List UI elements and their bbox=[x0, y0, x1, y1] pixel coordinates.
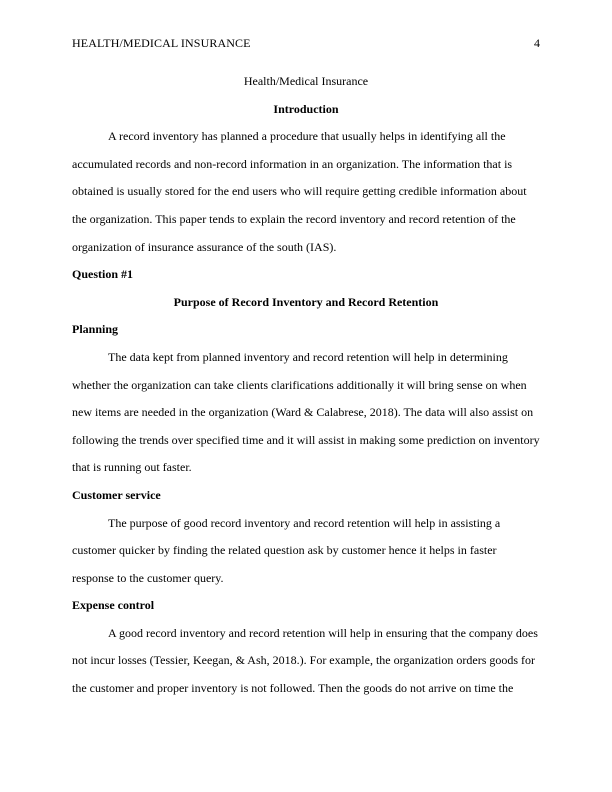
paragraph-line: organization of insurance assurance of the south (IAS). bbox=[72, 239, 337, 254]
paragraph-line: A record inventory has planned a procedure that usually helps in identifying all the bbox=[108, 129, 506, 144]
question-label: Question #1 bbox=[72, 267, 134, 282]
paragraph-line: following the trends over specified time and it will assist in making some prediction on inventory bbox=[72, 432, 540, 447]
expense-control-paragraph bbox=[72, 620, 540, 703]
customer-service-heading: Customer service bbox=[72, 487, 161, 502]
paragraph-line: not incur losses (Tessier, Keegan, & Ash, 2018.). For example, the organization orders goods for bbox=[72, 653, 536, 668]
introduction-paragraph bbox=[72, 123, 540, 261]
paragraph-line: the organization. This paper tends to explain the record inventory and record retention of the bbox=[72, 211, 516, 226]
paragraph-line: A good record inventory and record retention will help in ensuring that the company does bbox=[108, 625, 538, 640]
paragraph-line: The data kept from planned inventory and record retention will help in determining bbox=[108, 349, 508, 364]
document-title: Health/Medical Insurance bbox=[243, 74, 369, 88]
body-text bbox=[72, 68, 540, 703]
paragraph-line: customer quicker by finding the related question ask by customer hence it helps in faster bbox=[72, 543, 497, 558]
paragraph-line: that is running out faster. bbox=[72, 460, 192, 475]
paragraph-line: obtained is usually stored for the end users who will require getting credible information about bbox=[72, 184, 527, 199]
planning-paragraph bbox=[72, 344, 540, 482]
planning-heading: Planning bbox=[72, 322, 119, 337]
paragraph-line: accumulated records and non-record information in an organization. The information that is bbox=[72, 156, 513, 171]
paragraph-line: whether the organization can take clients clarifications additionally it will bring sense on when bbox=[72, 377, 527, 392]
customer-service-paragraph bbox=[72, 510, 540, 593]
section-heading: Purpose of Record Inventory and Record Retention bbox=[173, 294, 439, 309]
paragraph-line: response to the customer query. bbox=[72, 570, 224, 585]
introduction-heading: Introduction bbox=[273, 101, 339, 116]
expense-control-heading: Expense control bbox=[72, 598, 155, 613]
page-number: 4 bbox=[534, 36, 540, 50]
running-head: HEALTH/MEDICAL INSURANCE bbox=[72, 36, 251, 50]
paragraph-line: the customer and proper inventory is not followed. Then the goods do not arrive on time the bbox=[72, 681, 514, 696]
paragraph-line: The purpose of good record inventory and record retention will help in assisting a bbox=[108, 515, 501, 530]
paragraph-line: new items are needed in the organization (Ward & Calabrese, 2018). The data will also assist on bbox=[72, 405, 534, 420]
